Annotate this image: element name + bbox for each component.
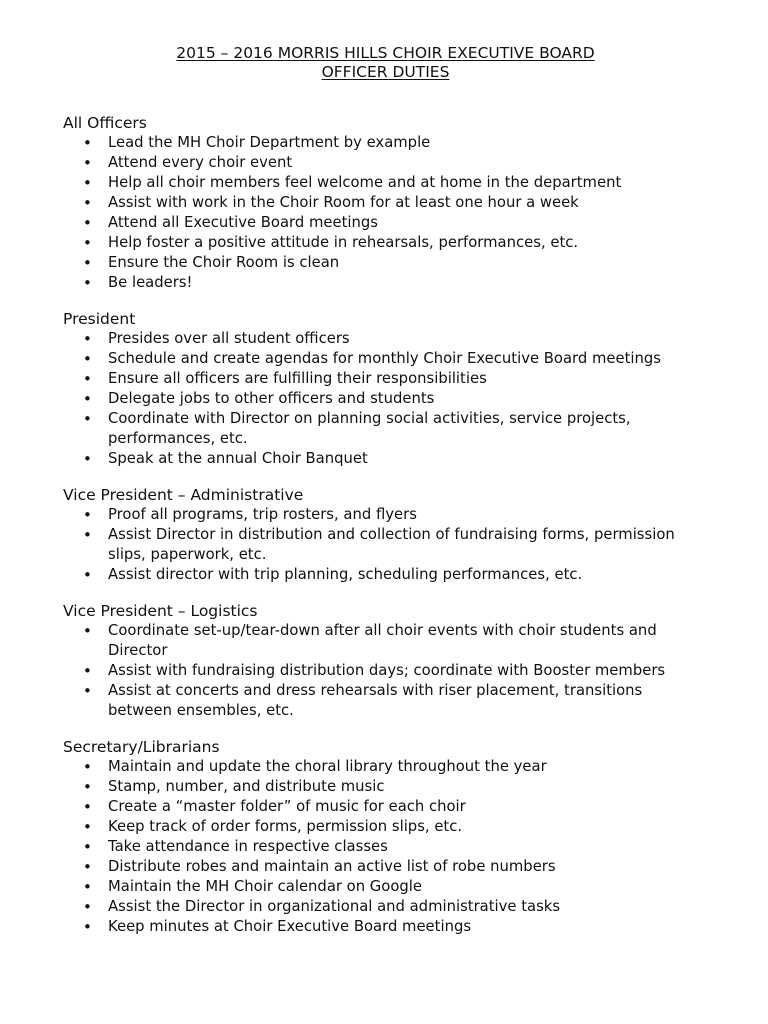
section-heading: Vice President – Logistics — [63, 602, 258, 620]
duty-list — [63, 133, 708, 293]
duty-item: • Coordinate set-up/tear-down after all choir events with choir students and Director — [63, 621, 708, 661]
duty-item: • Proof all programs, trip rosters, and flyers — [63, 505, 708, 525]
duty-item: • Help foster a positive attitude in rehearsals, performances, etc. — [63, 233, 708, 253]
duty-item: • Assist Director in distribution and collection of fundraising forms, permission slips, paperwork, etc. — [63, 525, 708, 565]
duty-item: • Stamp, number, and distribute music — [63, 777, 708, 797]
duty-list — [63, 329, 708, 469]
duty-item: • Schedule and create agendas for monthly Choir Executive Board meetings — [63, 349, 708, 369]
duty-item: • Keep minutes at Choir Executive Board meetings — [63, 917, 708, 937]
duty-item: • Be leaders! — [63, 273, 708, 293]
duty-item: • Speak at the annual Choir Banquet — [63, 449, 708, 469]
section-president — [63, 310, 708, 469]
duty-item: • Assist with fundraising distribution days; coordinate with Booster members — [63, 661, 708, 681]
section-heading: All Officers — [63, 114, 147, 132]
document-title — [63, 44, 708, 82]
document-title-line1: 2015 – 2016 MORRIS HILLS CHOIR EXECUTIVE BOARD — [176, 44, 595, 62]
duty-item: • Coordinate with Director on planning social activities, service projects, performances, etc. — [63, 409, 708, 449]
duty-item: • Keep track of order forms, permission slips, etc. — [63, 817, 708, 837]
duty-list — [63, 757, 708, 937]
duty-item: • Attend every choir event — [63, 153, 708, 173]
section-heading: President — [63, 310, 136, 328]
duty-item: • Assist with work in the Choir Room for at least one hour a week — [63, 193, 708, 213]
duty-item: • Assist at concerts and dress rehearsals with riser placement, transitions between ensembles, etc. — [63, 681, 708, 721]
duty-item: • Attend all Executive Board meetings — [63, 213, 708, 233]
section-heading: Vice President – Administrative — [63, 486, 304, 504]
duty-item: • Take attendance in respective classes — [63, 837, 708, 857]
duty-item: • Help all choir members feel welcome and at home in the department — [63, 173, 708, 193]
duty-list — [63, 505, 708, 585]
duty-item: • Create a “master folder” of music for each choir — [63, 797, 708, 817]
section-all-officers — [63, 114, 708, 293]
document-title-line2: OFFICER DUTIES — [321, 63, 450, 81]
section-vp-logistics — [63, 602, 708, 721]
duty-item: • Assist director with trip planning, scheduling performances, etc. — [63, 565, 708, 585]
section-vp-administrative — [63, 486, 708, 585]
duty-item: • Maintain the MH Choir calendar on Google — [63, 877, 708, 897]
duty-item: • Distribute robes and maintain an active list of robe numbers — [63, 857, 708, 877]
duty-item: • Maintain and update the choral library throughout the year — [63, 757, 708, 777]
section-secretary-librarians — [63, 738, 708, 937]
duty-item: • Presides over all student officers — [63, 329, 708, 349]
section-heading: Secretary/Librarians — [63, 738, 220, 756]
duty-item: • Ensure all officers are fulfilling their responsibilities — [63, 369, 708, 389]
duty-item: • Delegate jobs to other officers and students — [63, 389, 708, 409]
duty-item: • Lead the MH Choir Department by example — [63, 133, 708, 153]
duty-item: • Assist the Director in organizational and administrative tasks — [63, 897, 708, 917]
duty-item: • Ensure the Choir Room is clean — [63, 253, 708, 273]
duty-list — [63, 621, 708, 721]
